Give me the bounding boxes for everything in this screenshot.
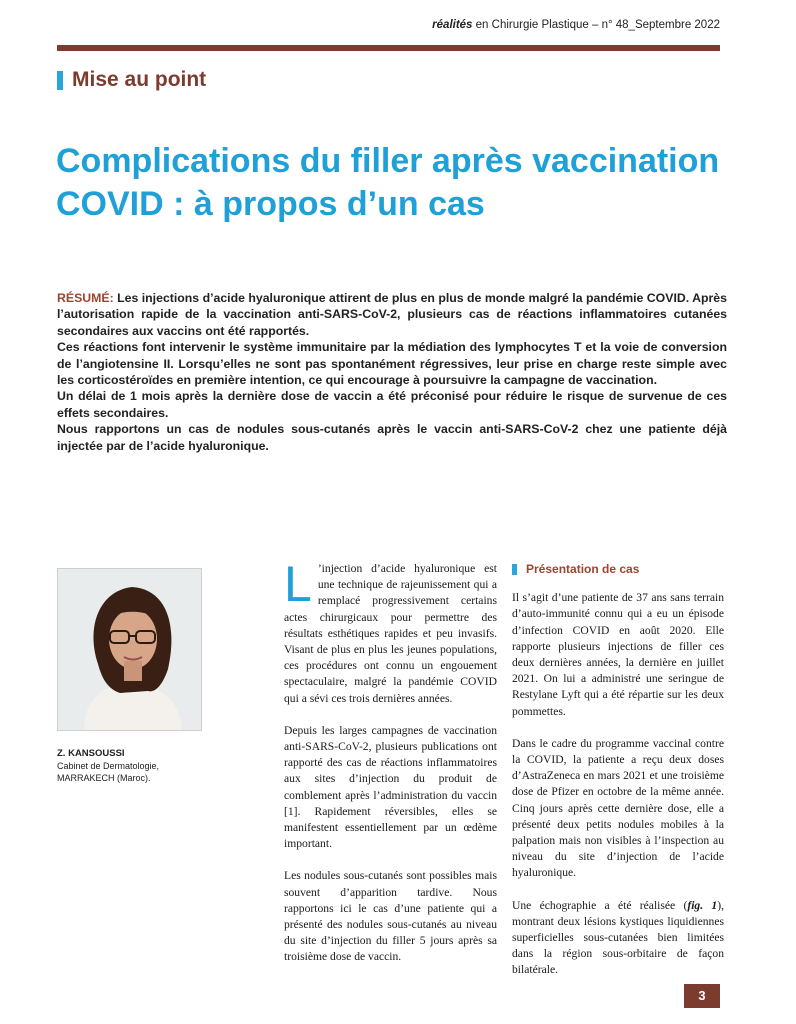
section-title: Présentation de cas bbox=[526, 562, 640, 576]
body-paragraph: Depuis les larges campagnes de vaccination anti-SARS-CoV-2, plusieurs publications ont rapporté des cas de réactions inflammatoires aux sites d’injection du produit de comblement après l’administration du vaccin [1]. Rapidement réversibles, elles se manifestent essentiellement par un œdème important. bbox=[284, 723, 497, 851]
article-title: Complications du filler après vaccination COVID : à propos d’un cas bbox=[56, 142, 720, 223]
author-block bbox=[57, 748, 207, 784]
author-location: MARRAKECH (Maroc). bbox=[57, 773, 151, 783]
journal-issue: en Chirurgie Plastique – n° 48_Septembre 2022 bbox=[472, 19, 720, 31]
body-paragraph: Il s’agit d’une patiente de 37 ans sans terrain d’auto-immunité connu qui a eu un épisode d’infection COVID en août 2020. Elle rapporte plusieurs injections de filler ces deux dernières années, la dernière en juillet 2021. On lui a administré une seringue de Restylane Lyft qui a été répartie sur les deux pommettes. bbox=[512, 591, 724, 718]
body-column-2 bbox=[512, 561, 724, 995]
abstract-paragraph: Ces réactions font intervenir le système immunitaire par la médiation des lymphocytes T et la voie de conversion de l’angiotensine II. Lorsqu’elles ne sont pas spontanément régressives, leur prise en charge reste simple avec les corticostéroïdes en première intention, ce qui encourage à poursuivre la campagne de vaccination. bbox=[57, 340, 727, 388]
author-photo bbox=[57, 568, 202, 731]
journal-header bbox=[432, 19, 720, 31]
rubric bbox=[57, 68, 206, 92]
rubric-marker bbox=[57, 71, 63, 90]
author-affiliation: Cabinet de Dermatologie, bbox=[57, 761, 160, 771]
body-paragraph: Les nodules sous-cutanés sont possibles mais souvent d’apparition tardive. Nous rapportons ici le cas d’une patiente qui a présenté des nodules sous-cutanés au niveau du site d’injection du filler 5 jours après sa troisième dose de vaccin. bbox=[284, 869, 497, 964]
body-paragraph: Une échographie a été réalisée (fig. 1), montrant deux lésions kystiques liquidiennes superficielles sous-cutanées bien limitées dans la région sous-orbitaire de façon bilatérale. bbox=[512, 898, 724, 977]
abstract-paragraph: RÉSUMÉ: Les injections d’acide hyaluronique attirent de plus en plus de monde malgré la pandémie COVID. Après l’autorisation rapide de la vaccination anti-SARS-CoV-2, plusieurs cas de réactions inflammatoires cutanées secondaires aux vaccins ont été rapportés. bbox=[57, 291, 727, 338]
abstract-label: RÉSUMÉ: bbox=[57, 291, 114, 305]
header-rule bbox=[57, 45, 720, 51]
drop-cap: L bbox=[284, 556, 312, 612]
page-number: 3 bbox=[684, 984, 720, 1008]
figure-reference[interactable]: fig. 1 bbox=[687, 898, 718, 912]
abstract-paragraph: Un délai de 1 mois après la dernière dose de vaccin a été préconisé pour réduire le risque de survenue de ces effets secondaires. bbox=[57, 389, 727, 420]
journal-name: réalités bbox=[432, 19, 473, 31]
body-paragraph: Dans le cadre du programme vaccinal contre la COVID, la patiente a reçu deux doses d’AstraZeneca en mars 2021 et une troisième dose de Pfizer en octobre de la même année. Cinq jours après cette dernière dose, elle a présenté deux petits nodules mobiles à la palpation mais non visibles à l’inspection au niveau du site d’injection de l’acide hyaluronique. bbox=[512, 736, 724, 880]
section-heading bbox=[512, 561, 724, 577]
abstract bbox=[57, 290, 727, 454]
author-portrait bbox=[58, 569, 202, 731]
author-name: Z. KANSOUSSI bbox=[57, 748, 125, 759]
intro-paragraph: L ’injection d’acide hyaluronique est une technique de rajeunissement qui a remplacé progressivement certains actes chirurgicaux pour permettre des résultats esthétiques rapides et peu invasifs. Visant de plus en plus les jeunes populations, ces procédures ont connu un engouement spectaculaire, malgré la pandémie COVID qui a sévi ces trois dernières années. bbox=[284, 556, 497, 705]
section-marker bbox=[512, 564, 517, 575]
body-column-1 bbox=[284, 556, 497, 982]
rubric-label: Mise au point bbox=[72, 68, 207, 91]
abstract-paragraph: Nous rapportons un cas de nodules sous-cutanés après le vaccin anti-SARS-CoV-2 chez une patiente déjà injectée par de l’acide hyaluronique. bbox=[57, 422, 727, 453]
